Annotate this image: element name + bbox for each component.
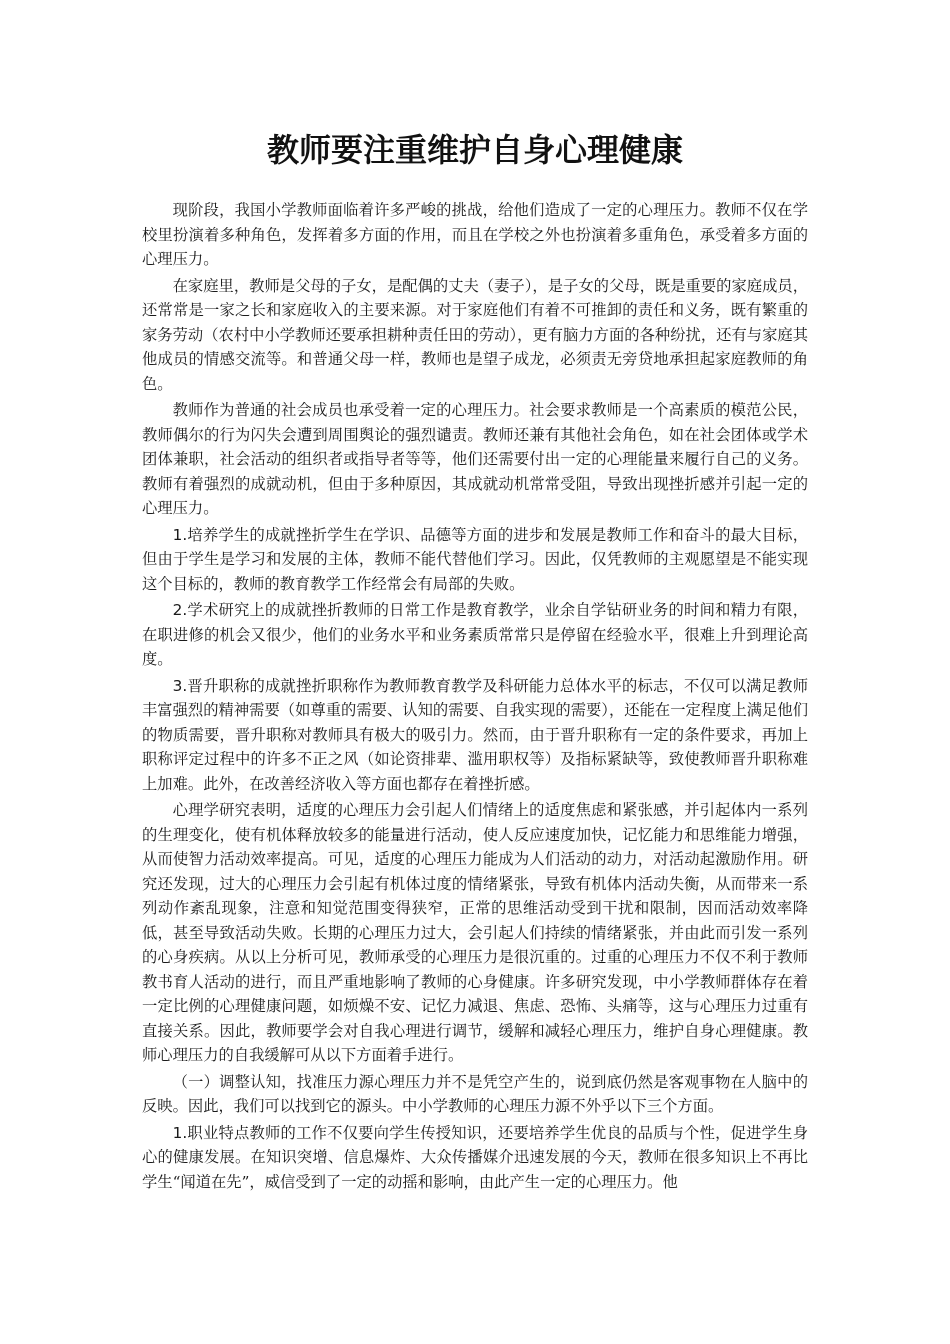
numbered-paragraph — [142, 523, 808, 597]
paragraph — [142, 1070, 808, 1119]
paragraph-text: 教师作为普通的社会成员也承受着一定的心理压力。社会要求教师是一个高素质的模范公民，教师偶尔的行为闪失会遭到周围舆论的强烈谴责。教师还兼有其他社会角色，如在社会团体或学术团体兼职，社会活动的组织者或指导者等等，他们还需要付出一定的心理能量来履行自己的义务。教师有着强烈的成就动机，但由于多种原因，其成就动机常常受阻，导致出现挫折感并引起一定的心理压力。 — [142, 401, 808, 517]
numbered-paragraph — [142, 598, 808, 672]
paragraph-text: （一）调整认知，找准压力源心理压力并不是凭空产生的，说到底仍然是客观事物在人脑中的反映。因此，我们可以找到它的源头。中小学教师的心理压力源不外乎以下三个方面。 — [142, 1072, 808, 1115]
paragraph-number: 1. — [172, 1123, 188, 1142]
paragraph-number: 1. — [172, 525, 188, 544]
paragraph-text: 职业特点教师的工作不仅要向学生传授知识，还要培养学生优良的品质与个性，促进学生身心的健康发展。在知识突增、信息爆炸、大众传播媒介迅速发展的今天，教师在很多知识上不再比学生“闻道在先”，威信受到了一定的动摇和影响，由此产生一定的心理压力。他 — [142, 1123, 808, 1191]
paragraph-text: 现阶段，我国小学教师面临着许多严峻的挑战，给他们造成了一定的心理压力。教师不仅在学校里扮演着多种角色，发挥着多方面的作用，而且在学校之外也扮演着多重角色，承受着多方面的心理压力。 — [142, 201, 808, 268]
paragraph — [142, 398, 808, 521]
numbered-paragraph — [142, 674, 808, 797]
paragraph-text: 晋升职称的成就挫折职称作为教师教育教学及科研能力总体水平的标志，不仅可以满足教师丰富强烈的精神需要（如尊重的需要、认知的需要、自我实现的需要），还能在一定程度上满足他们的物质需要，晋升职称对教师具有极大的吸引力。然而，由于晋升职称有一定的条件要求，再加上职称评定过程中的许多不正之风（如论资排辈、滥用职权等）及指标紧缺等，致使教师晋升职称难上加难。此外，在改善经济收入等方面也都存在着挫折感。 — [142, 676, 808, 793]
paragraph — [142, 198, 808, 272]
paragraph-number: 2. — [172, 601, 188, 619]
paragraph-number: 3. — [172, 676, 188, 695]
document-body — [142, 198, 808, 1196]
paragraph-text: 培养学生的成就挫折学生在学识、品德等方面的进步和发展是教师工作和奋斗的最大目标，但由于学生是学习和发展的主体，教师不能代替他们学习。因此，仅凭教师的主观愿望是不能实现这个目标的，教师的教育教学工作经常会有局部的失败。 — [142, 525, 808, 593]
paragraph-text: 心理学研究表明，适度的心理压力会引起人们情绪上的适度焦虑和紧张感，并引起体内一系列的生理变化，使有机体释放较多的能量进行活动，使人反应速度加快，记忆能力和思维能力增强，从而使智力活动效率提高。可见，适度的心理压力能成为人们活动的动力，对活动起激励作用。研究还发现，过大的心理压力会引起有机体过度的情绪紧张，导致有机体内活动失衡，从而带来一系列动作紊乱现象，注意和知觉范围变得狭窄，正常的思维活动受到干扰和限制，因而活动效率降低，甚至导致活动失败。长期的心理压力过大，会引起人们持续的情绪紧张，并由此而引发一系列的心身疾病。从以上分析可见，教师承受的心理压力是很沉重的。过重的心理压力不仅不利于教师教书育人活动的进行，而且严重地影响了教师的心身健康。许多研究发现，中小学教师群体存在着一定比例的心理健康问题，如烦燥不安、记忆力减退、焦虑、恐怖、头痛等，这与心理压力过重有直接关系。因此，教师要学会对自我心理进行调节，缓解和减轻心理压力，维护自身心理健康。教师心理压力的自我缓解可从以下方面着手进行。 — [142, 801, 808, 1064]
numbered-paragraph — [142, 1121, 808, 1195]
document-title: 教师要注重维护自身心理健康 — [266, 131, 683, 169]
paragraph — [142, 798, 808, 1068]
paragraph — [142, 274, 808, 397]
paragraph-text: 在家庭里，教师是父母的子女，是配偶的丈夫（妻子），是子女的父母，既是重要的家庭成员，还常常是一家之长和家庭收入的主要来源。对于家庭他们有着不可推卸的责任和义务，既有繁重的家务劳动（农村中小学教师还要承担耕种责任田的劳动），更有脑力方面的各种纷扰，还有与家庭其他成员的情感交流等。和普通父母一样，教师也是望子成龙，必须责无旁贷地承担起家庭教师的角色。 — [142, 276, 808, 393]
paragraph-text: 学术研究上的成就挫折教师的日常工作是教育教学，业余自学钻研业务的时间和精力有限，在职进修的机会又很少，他们的业务水平和业务素质常常只是停留在经验水平，很难上升到理论高度。 — [142, 601, 808, 668]
